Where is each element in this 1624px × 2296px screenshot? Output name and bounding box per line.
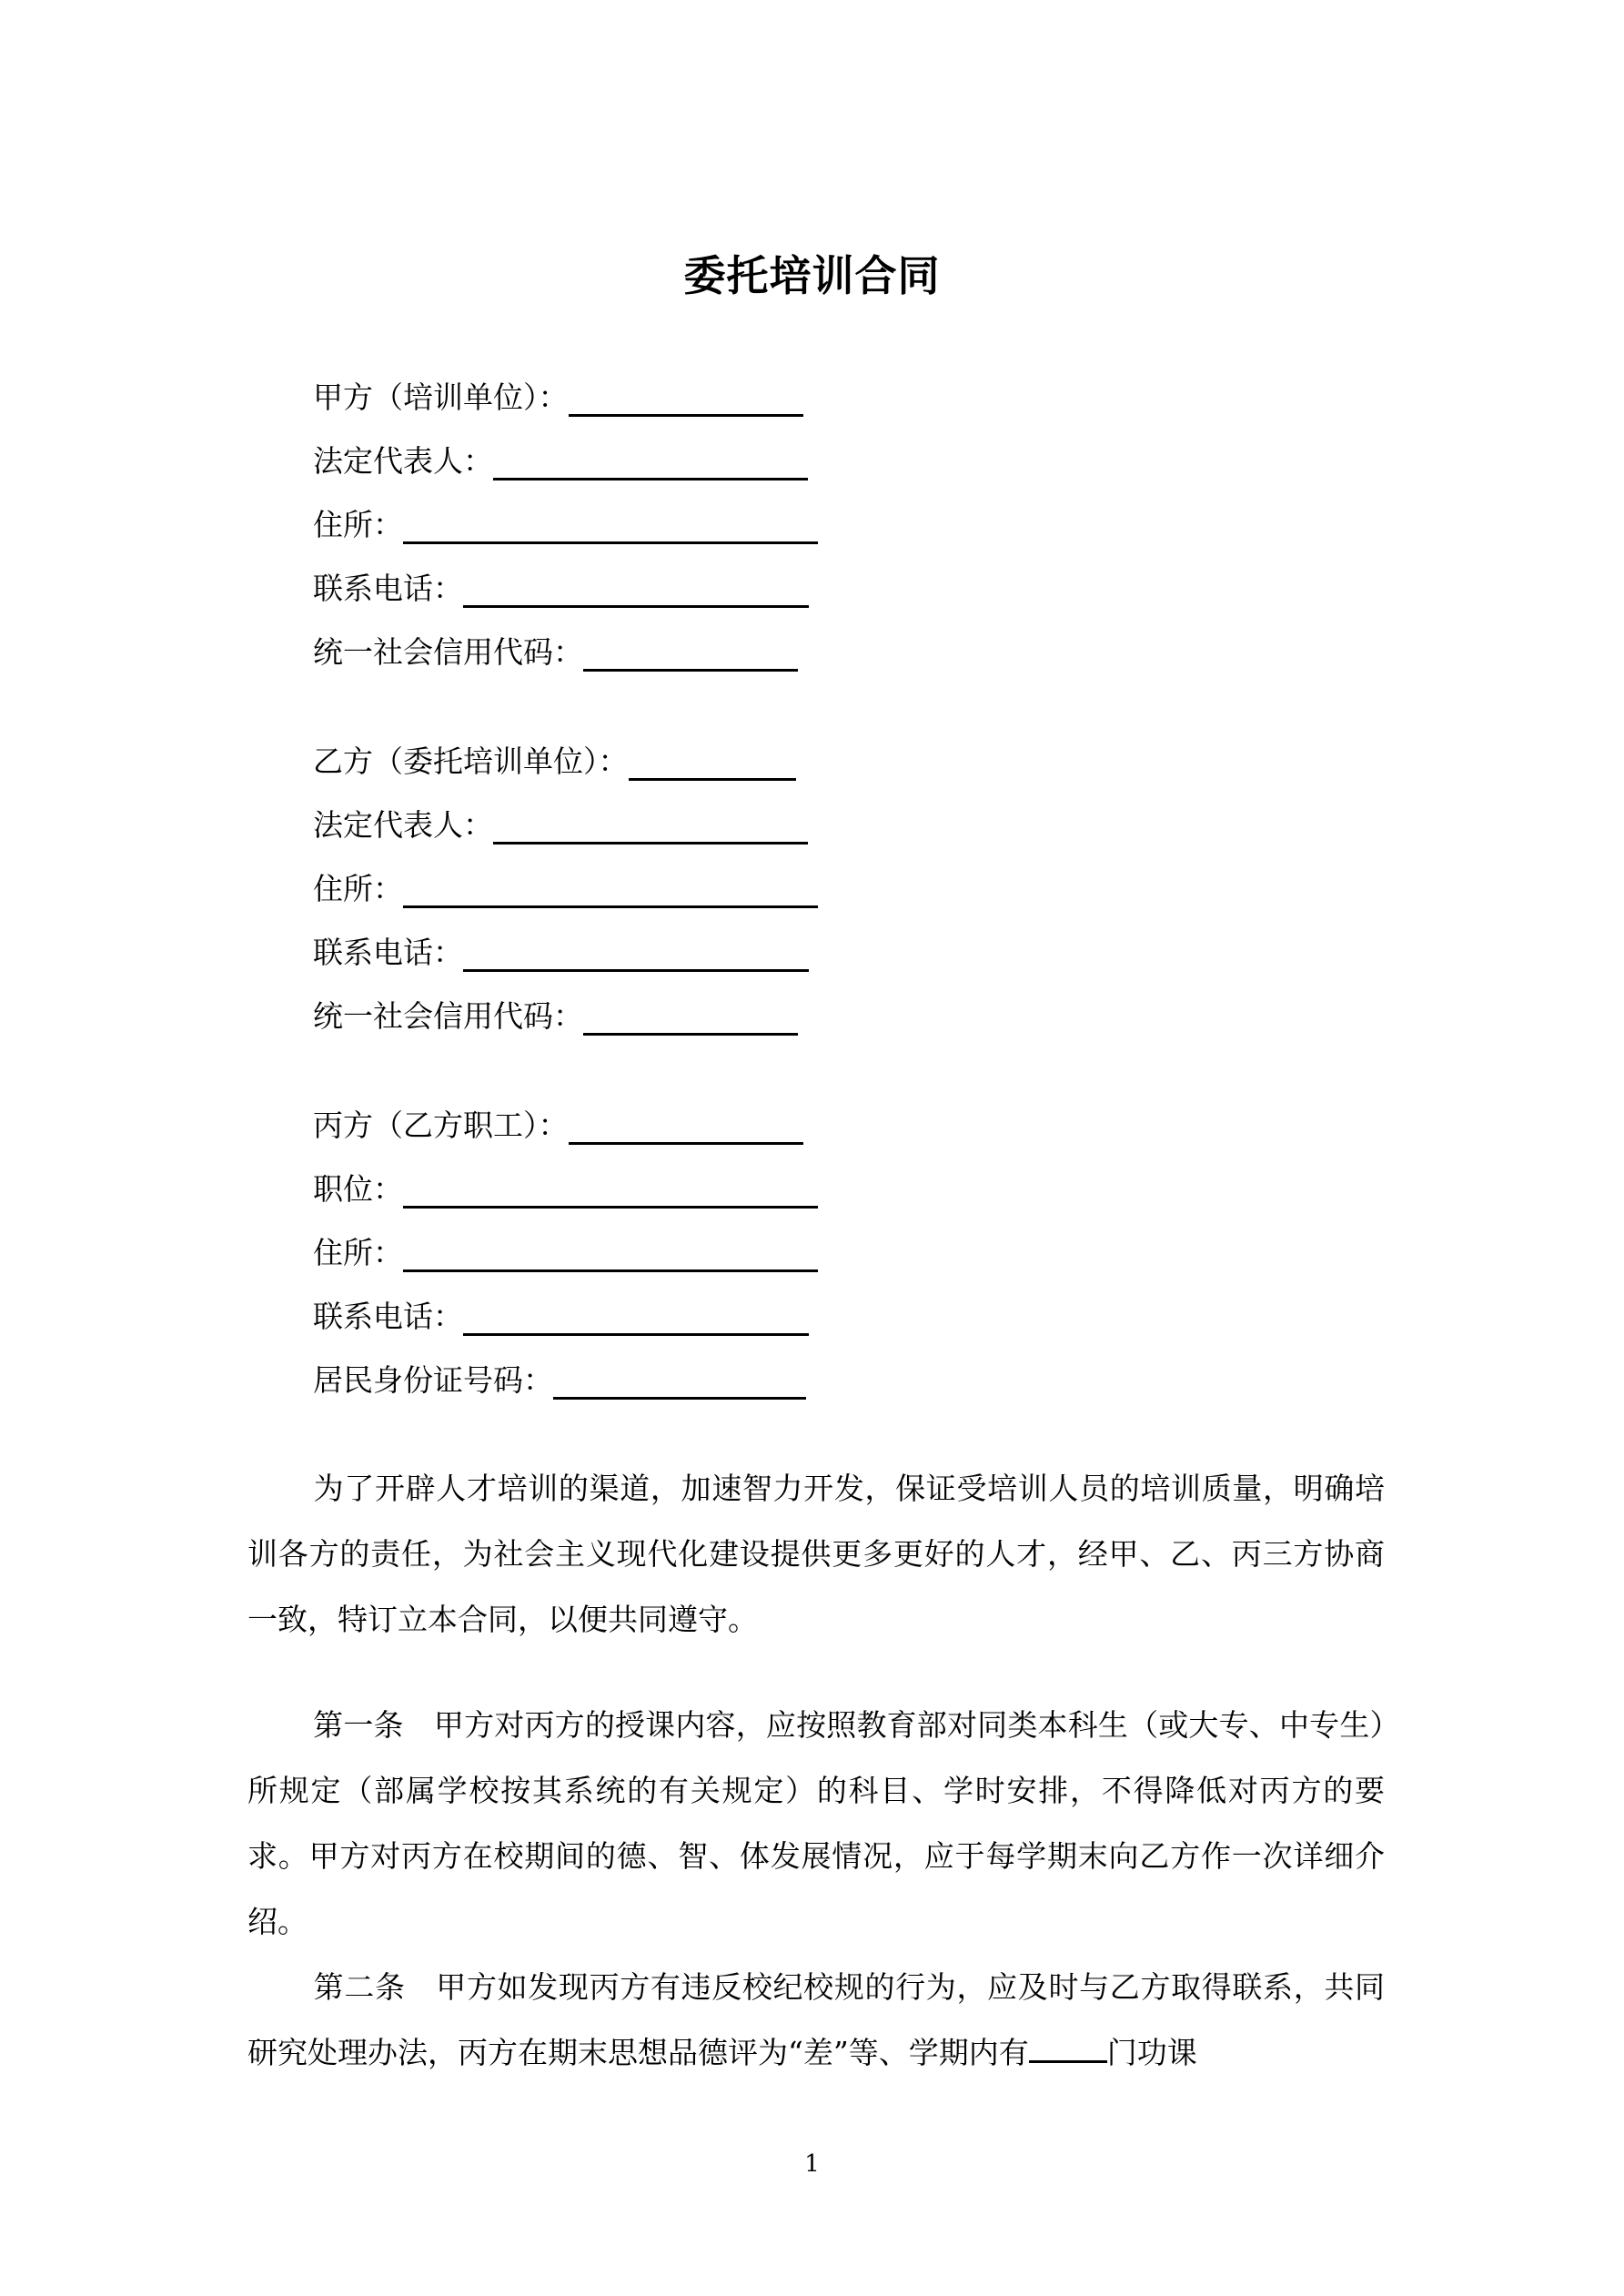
party-b-phone-label: 联系电话：	[313, 935, 463, 970]
party-b-credit-code-field	[313, 992, 798, 1041]
party-c-id-number-blank[interactable]	[553, 1360, 806, 1400]
party-b-credit-code-blank[interactable]	[583, 996, 798, 1036]
party-c-name-field	[313, 1101, 803, 1150]
party-c-phone-field	[313, 1292, 809, 1341]
party-c-position-field	[313, 1165, 818, 1214]
party-b-address-label: 住所：	[313, 871, 403, 906]
party-c-id-number-field	[313, 1356, 806, 1405]
party-a-name-blank[interactable]	[569, 378, 803, 417]
article-2-course-count-blank[interactable]	[1029, 2033, 1107, 2063]
party-c-address-blank[interactable]	[403, 1233, 818, 1272]
party-a-address-label: 住所：	[313, 507, 403, 542]
party-a-name-field	[313, 373, 803, 422]
party-c-position-blank[interactable]	[403, 1169, 818, 1209]
party-a-phone-label: 联系电话：	[313, 571, 463, 606]
party-c-address-field	[313, 1229, 818, 1278]
party-b-rep-field	[313, 801, 808, 850]
preamble-text: 为了开辟人才培训的渠道，加速智力开发，保证受培训人员的培训质量，明确培训各方的责任，为社会主义现代化建设提供更多更好的人才，经甲、乙、丙三方协商一致，特订立本合同，以便共同遵守。	[247, 1471, 1385, 1637]
party-a-credit-code-blank[interactable]	[583, 632, 798, 672]
article-2-paragraph	[247, 1955, 1385, 2086]
party-b-name-blank[interactable]	[629, 742, 796, 781]
party-a-phone-field	[313, 564, 809, 613]
party-a-rep-field	[313, 437, 808, 486]
article-1-paragraph	[247, 1693, 1385, 1955]
party-b-credit-code-label: 统一社会信用代码：	[313, 998, 583, 1034]
party-b-phone-field	[313, 928, 809, 977]
party-a-phone-blank[interactable]	[463, 569, 809, 608]
party-c-id-number-label: 居民身份证号码：	[313, 1362, 553, 1398]
page-number: 1	[804, 2150, 820, 2178]
party-b-rep-blank[interactable]	[493, 805, 808, 845]
party-c-position-label: 职位：	[313, 1171, 403, 1207]
party-c-name-blank[interactable]	[569, 1106, 803, 1145]
document-title: 委托培训合同	[683, 251, 941, 300]
party-a-rep-label: 法定代表人：	[313, 443, 493, 479]
party-c-address-label: 住所：	[313, 1235, 403, 1270]
party-c-phone-blank[interactable]	[463, 1297, 809, 1336]
party-b-name-field	[313, 737, 796, 786]
party-a-credit-code-field	[313, 628, 798, 677]
article-1-text: 甲方对丙方的授课内容，应按照教育部对同类本科生（或大专、中专生）所规定（部属学校按其系统的有关规定）的科目、学时安排，不得降低对丙方的要求。甲方对丙方在校期间的德、智、体发展情况，应于每学期末向乙方作一次详细介绍。	[247, 1707, 1386, 1939]
party-a-address-field	[313, 501, 818, 550]
party-b-phone-blank[interactable]	[463, 933, 809, 972]
article-2-text: 甲方如发现丙方有违反校纪校规的行为，应及时与乙方取得联系，共同研究处理办法，丙方在期末思想品德评为“差”等、学期内有	[247, 1969, 1386, 2070]
article-2-text-after-blank: 门功课	[1106, 2035, 1197, 2070]
party-b-address-blank[interactable]	[403, 869, 818, 908]
party-a-name-label: 甲方（培训单位）：	[313, 379, 569, 415]
party-a-address-blank[interactable]	[403, 505, 818, 544]
party-b-address-field	[313, 865, 818, 914]
party-c-phone-label: 联系电话：	[313, 1299, 463, 1334]
party-a-credit-code-label: 统一社会信用代码：	[313, 634, 583, 670]
party-b-name-label: 乙方（委托培训单位）：	[313, 743, 629, 779]
party-a-rep-blank[interactable]	[493, 441, 808, 480]
party-c-name-label: 丙方（乙方职工）：	[313, 1108, 569, 1143]
preamble-paragraph	[247, 1456, 1385, 1653]
article-2-heading: 第二条	[313, 1969, 406, 2005]
party-b-rep-label: 法定代表人：	[313, 807, 493, 843]
article-1-heading: 第一条	[313, 1707, 404, 1743]
